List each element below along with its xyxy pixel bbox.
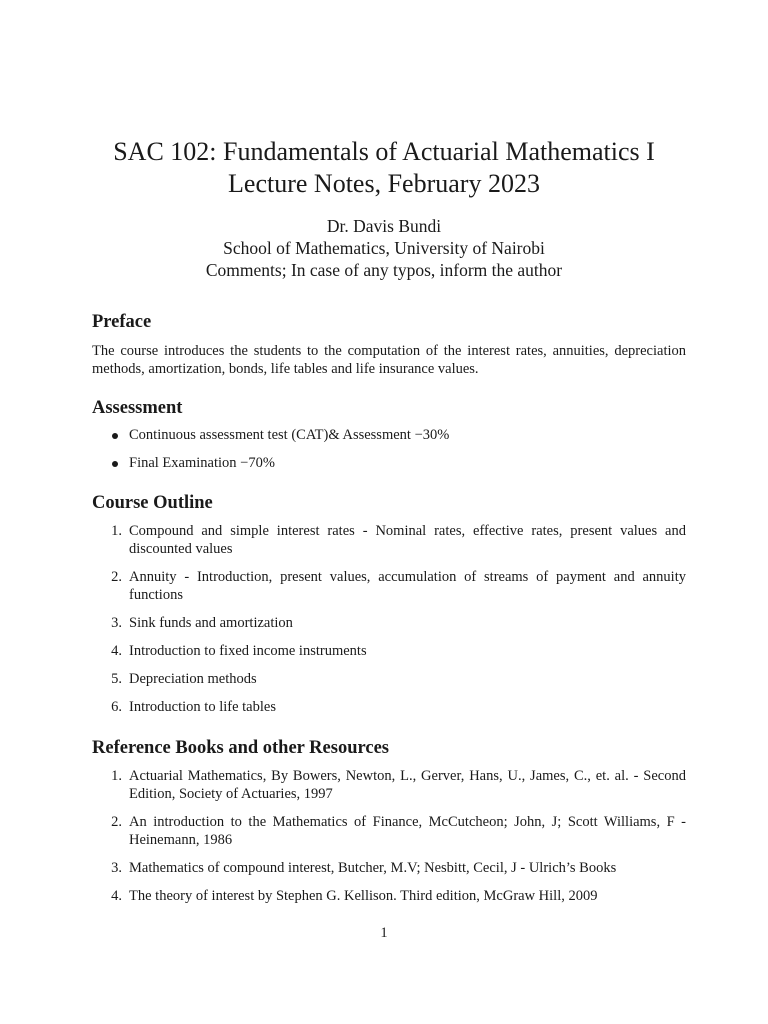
references-list (92, 767, 686, 905)
references-heading: Reference Books and other Resources (92, 738, 389, 758)
list-item (92, 698, 686, 716)
outline-item-text: Compound and simple interest rates - Nominal rates, effective rates, present values and discounted values (129, 523, 686, 557)
list-number: 3. (111, 615, 122, 631)
assessment-item-text: Continuous assessment test (CAT)& Assessment −30% (129, 427, 450, 443)
author-affiliation: School of Mathematics, University of Nairobi (223, 238, 545, 258)
page-number: 1 (380, 925, 388, 941)
list-item (92, 813, 686, 849)
bullet-icon (112, 433, 118, 439)
document-title: SAC 102: Fundamentals of Actuarial Mathematics I (113, 137, 655, 166)
list-number: 1. (111, 768, 122, 784)
list-number: 3. (111, 860, 122, 876)
outline-item-text: Sink funds and amortization (129, 615, 293, 631)
author-name: Dr. Davis Bundi (326, 216, 442, 236)
author-block (0, 215, 768, 281)
assessment-section (92, 396, 686, 472)
list-item (92, 642, 686, 660)
list-number: 5. (111, 671, 122, 687)
outline-item-text: Introduction to life tables (129, 699, 276, 715)
author-comments: Comments; In case of any typos, inform the author (205, 260, 563, 280)
list-number: 6. (111, 699, 122, 715)
reference-item-text: Mathematics of compound interest, Butcher, M.V; Nesbitt, Cecil, J - Ulrich’s Books (129, 860, 617, 876)
outline-item-text: Depreciation methods (129, 671, 257, 687)
assessment-item-text: Final Examination −70% (129, 455, 275, 471)
list-item (92, 568, 686, 604)
document-subtitle: Lecture Notes, February 2023 (228, 169, 540, 198)
preface-text: The course introduces the students to the computation of the interest rates, annuities, depreciation methods, amortization, bonds, life tables and life insurance values. (92, 343, 686, 377)
assessment-heading: Assessment (92, 398, 183, 418)
list-item (92, 887, 686, 905)
preface-heading: Preface (92, 312, 152, 332)
list-number: 4. (111, 643, 122, 659)
outline-item-text: Annuity - Introduction, present values, accumulation of streams of payment and annuity functions (129, 569, 686, 603)
list-item (92, 670, 686, 688)
list-item (92, 767, 686, 803)
references-section (92, 736, 686, 905)
list-number: 2. (111, 569, 122, 585)
outline-item-text: Introduction to fixed income instruments (129, 643, 367, 659)
list-item (92, 522, 686, 558)
preface-section (92, 310, 686, 378)
reference-item-text: Actuarial Mathematics, By Bowers, Newton, L., Gerver, Hans, U., James, C., et. al. - Second Edition, Society of Actuaries, 1997 (129, 768, 686, 802)
reference-item-text: An introduction to the Mathematics of Finance, McCutcheon; John, J; Scott Williams, F - Heinemann, 1986 (129, 814, 686, 848)
list-item (92, 614, 686, 632)
list-number: 1. (111, 523, 122, 539)
list-item (92, 859, 686, 877)
list-number: 2. (111, 814, 122, 830)
reference-item-text: The theory of interest by Stephen G. Kellison. Third edition, McGraw Hill, 2009 (129, 888, 598, 904)
outline-heading: Course Outline (92, 493, 213, 513)
bullet-icon (112, 461, 118, 467)
outline-section (92, 491, 686, 716)
list-number: 4. (111, 888, 122, 904)
list-item (92, 426, 686, 444)
list-item (92, 454, 686, 472)
outline-list (92, 522, 686, 716)
assessment-list (92, 426, 686, 472)
title-block (0, 136, 768, 200)
